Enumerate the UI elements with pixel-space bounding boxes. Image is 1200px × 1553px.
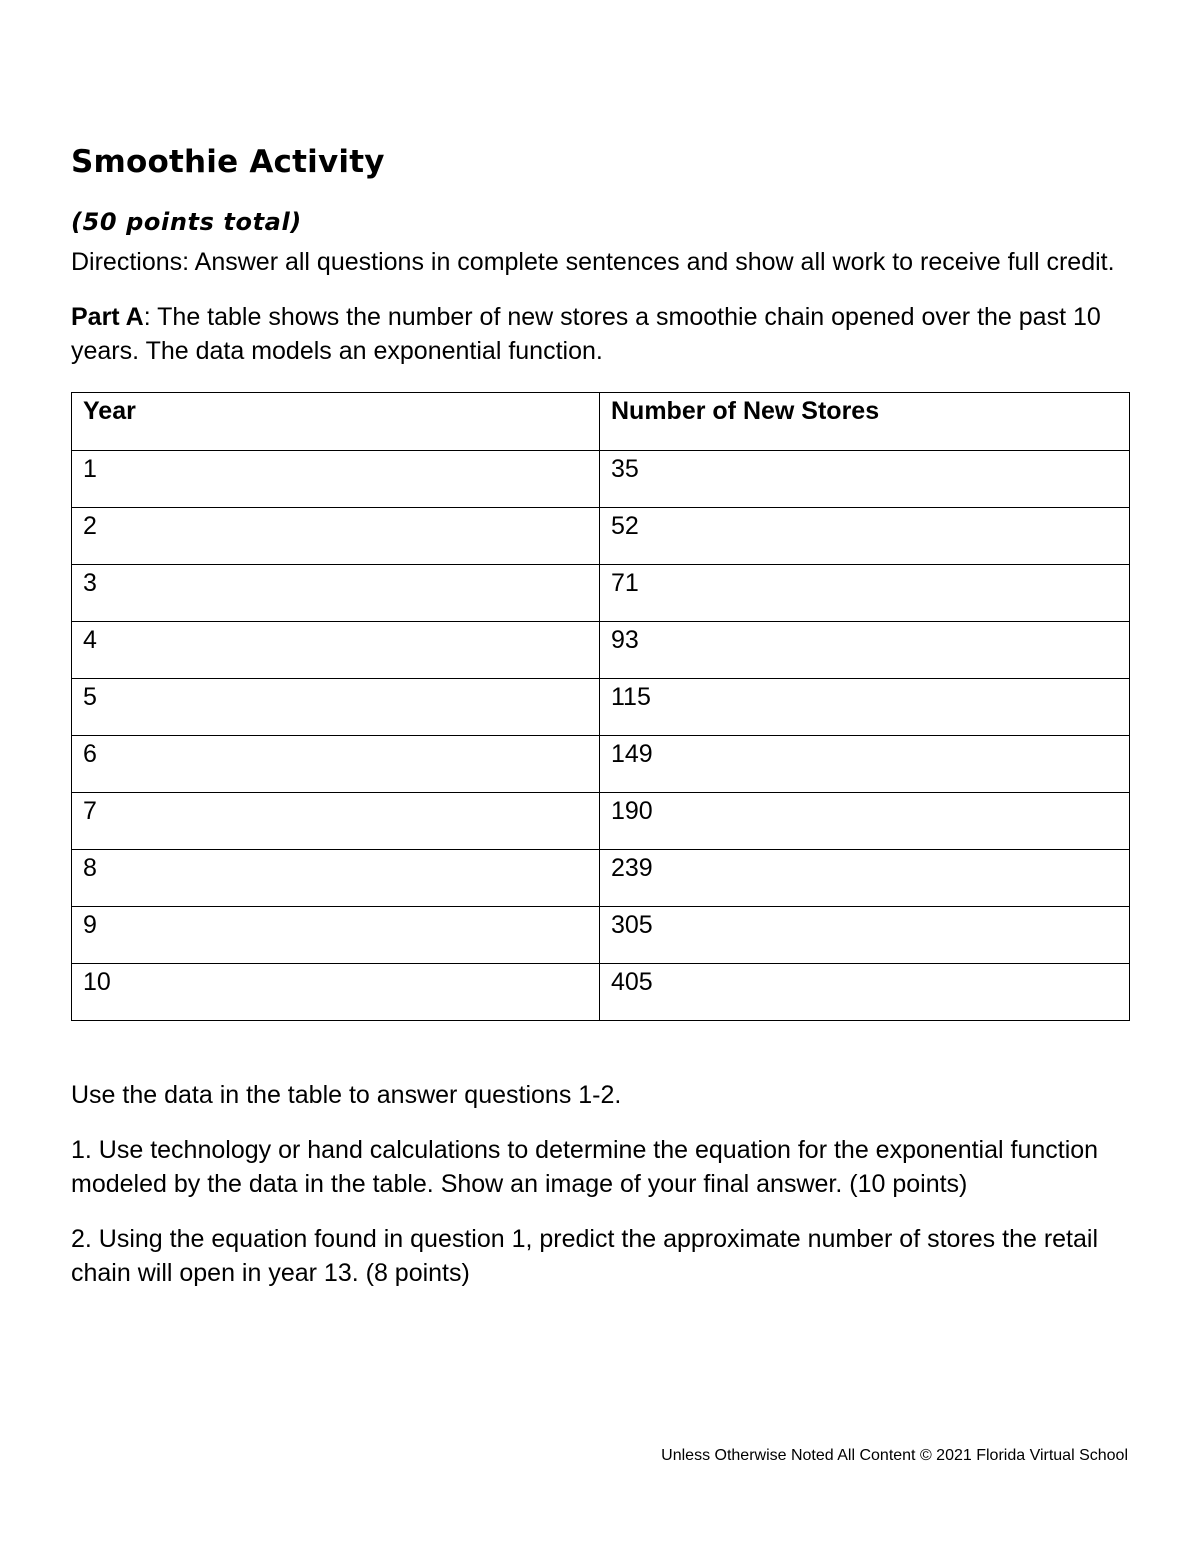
table-row	[72, 622, 1130, 679]
table-row	[72, 508, 1130, 565]
year-cell: 3	[72, 565, 600, 622]
stores-cell: 405	[600, 964, 1130, 1021]
directions-text: Directions: Answer all questions in complete sentences and show all work to receive full credit.	[71, 248, 1115, 276]
stores-table	[71, 392, 1130, 1021]
table-row	[72, 451, 1130, 508]
stores-cell: 239	[600, 850, 1130, 907]
year-cell: 2	[72, 508, 600, 565]
stores-cell: 52	[600, 508, 1130, 565]
part-a-intro	[71, 300, 1131, 368]
year-cell: 6	[72, 736, 600, 793]
part-a-text: : The table shows the number of new stores a smoothie chain opened over the past 10 years. The data models an exponential function.	[71, 303, 1101, 365]
question-2: 2. Using the equation found in question 1, predict the approximate number of stores the retail chain will open in year 13. (8 points)	[71, 1225, 1099, 1287]
year-cell: 4	[72, 622, 600, 679]
use-data-instruction: Use the data in the table to answer questions 1-2.	[71, 1081, 622, 1109]
table-row	[72, 850, 1130, 907]
stores-cell: 190	[600, 793, 1130, 850]
copyright-footer: Unless Otherwise Noted All Content © 2021 Florida Virtual School	[661, 1447, 1128, 1464]
stores-cell: 305	[600, 907, 1130, 964]
year-cell: 9	[72, 907, 600, 964]
part-a-label: Part A	[71, 303, 144, 331]
table-row	[72, 964, 1130, 1021]
stores-cell: 71	[600, 565, 1130, 622]
table-row	[72, 679, 1130, 736]
question-1: 1. Use technology or hand calculations to determine the equation for the exponential function modeled by the data in the table. Show an image of your final answer. (10 points)	[71, 1136, 1099, 1198]
header-new-stores: Number of New Stores	[600, 393, 1130, 451]
stores-cell: 149	[600, 736, 1130, 793]
stores-cell: 93	[600, 622, 1130, 679]
table-row	[72, 736, 1130, 793]
year-cell: 10	[72, 964, 600, 1021]
table-row	[72, 565, 1130, 622]
year-cell: 8	[72, 850, 600, 907]
year-cell: 1	[72, 451, 600, 508]
stores-cell: 35	[600, 451, 1130, 508]
year-cell: 7	[72, 793, 600, 850]
table-row	[72, 793, 1130, 850]
document-title: Smoothie Activity	[71, 144, 385, 180]
table-row	[72, 907, 1130, 964]
stores-cell: 115	[600, 679, 1130, 736]
document-page	[71, 140, 1131, 1290]
points-total: (50 points total)	[71, 208, 302, 236]
table-header-row	[72, 393, 1130, 451]
header-year: Year	[72, 393, 600, 451]
year-cell: 5	[72, 679, 600, 736]
